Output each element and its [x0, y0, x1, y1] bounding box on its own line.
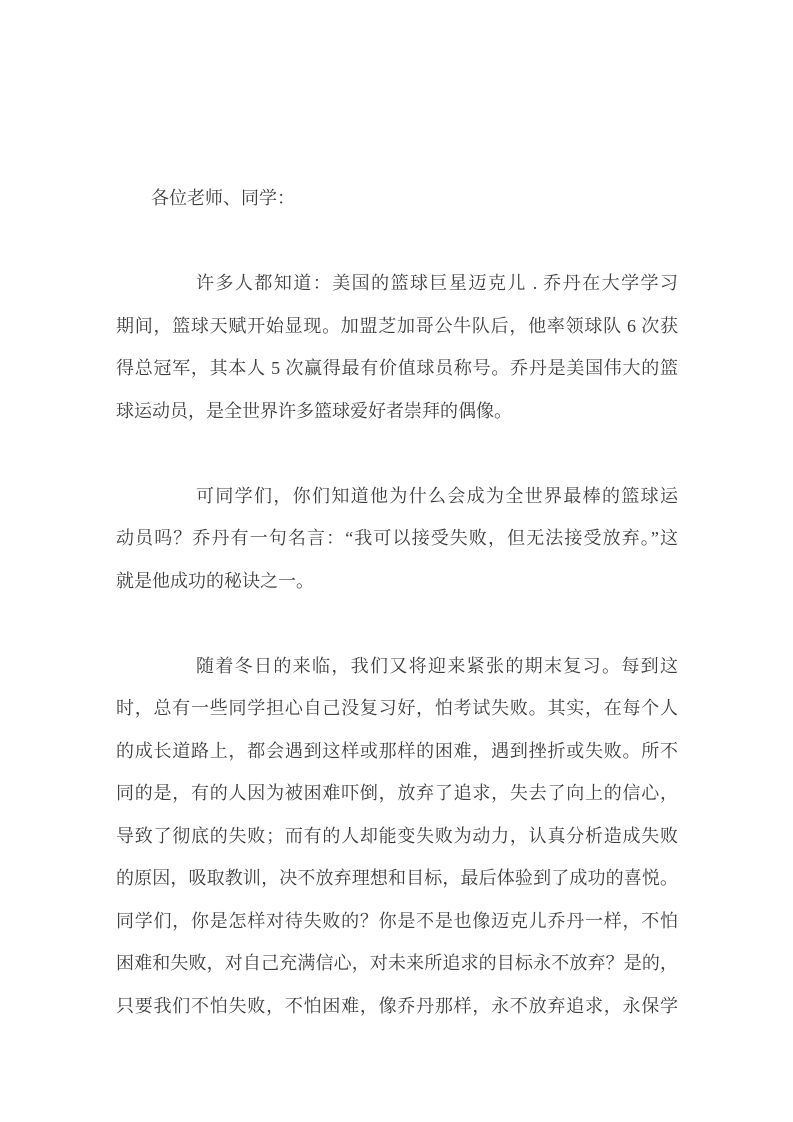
- document-line: 困难和失败，对自己充满信心，对未来所追求的目标永不放弃？是的，: [116, 953, 678, 973]
- document-line: 就是他成功的秘诀之一。: [116, 570, 314, 591]
- document-line: 的成长道路上，都会遇到这样或那样的困难，遇到挫折或失败。所不: [116, 740, 678, 761]
- document-line: 的原因，吸取教训，决不放弃理想和目标，最后体验到了成功的喜悦。: [116, 868, 678, 888]
- document-line: 可同学们，你们知道他为什么会成为全世界最棒的篮球运: [196, 485, 678, 506]
- document-line: 只要我们不怕失败，不怕困难，像乔丹那样，永不放弃追求，永保学: [116, 995, 678, 1016]
- document-line: 球运动员，是全世界许多篮球爱好者崇拜的偶像。: [116, 400, 512, 421]
- paragraph: [116, 262, 678, 432]
- paragraph: [116, 645, 678, 1028]
- document-line: 随着冬日的来临，我们又将迎来紧张的期末复习。每到这: [196, 655, 678, 676]
- document-line: 导致了彻底的失败；而有的人却能变失败为动力，认真分析造成失败: [116, 825, 678, 846]
- document-line: 同学们，你是怎样对待失败的？你是不是也像迈克儿乔丹一样，不怕: [116, 910, 678, 931]
- document-line: 许多人都知道：美国的篮球巨星迈克儿 . 乔丹在大学学习: [196, 273, 678, 293]
- document-line: 期间，篮球天赋开始显现。加盟芝加哥公牛队后，他率领球队 6 次获: [116, 315, 678, 336]
- document-line: 同的是，有的人因为被困难吓倒，放弃了追求，失去了向上的信心，: [116, 783, 678, 803]
- document-line: 得总冠军，其本人 5 次赢得最有价值球员称号。乔丹是美国伟大的篮: [116, 358, 678, 378]
- document-line: 时，总有一些同学担心自己没复习好，怕考试失败。其实，在每个人: [116, 698, 678, 718]
- greeting-line: 各位老师、同学：: [151, 188, 295, 208]
- paragraph: [116, 475, 678, 603]
- paragraphs-container: [116, 262, 678, 1027]
- document-content: [116, 177, 678, 1070]
- document-line: 动员吗？乔丹有一句名言：“我可以接受失败，但无法接受放弃。”这: [116, 528, 678, 548]
